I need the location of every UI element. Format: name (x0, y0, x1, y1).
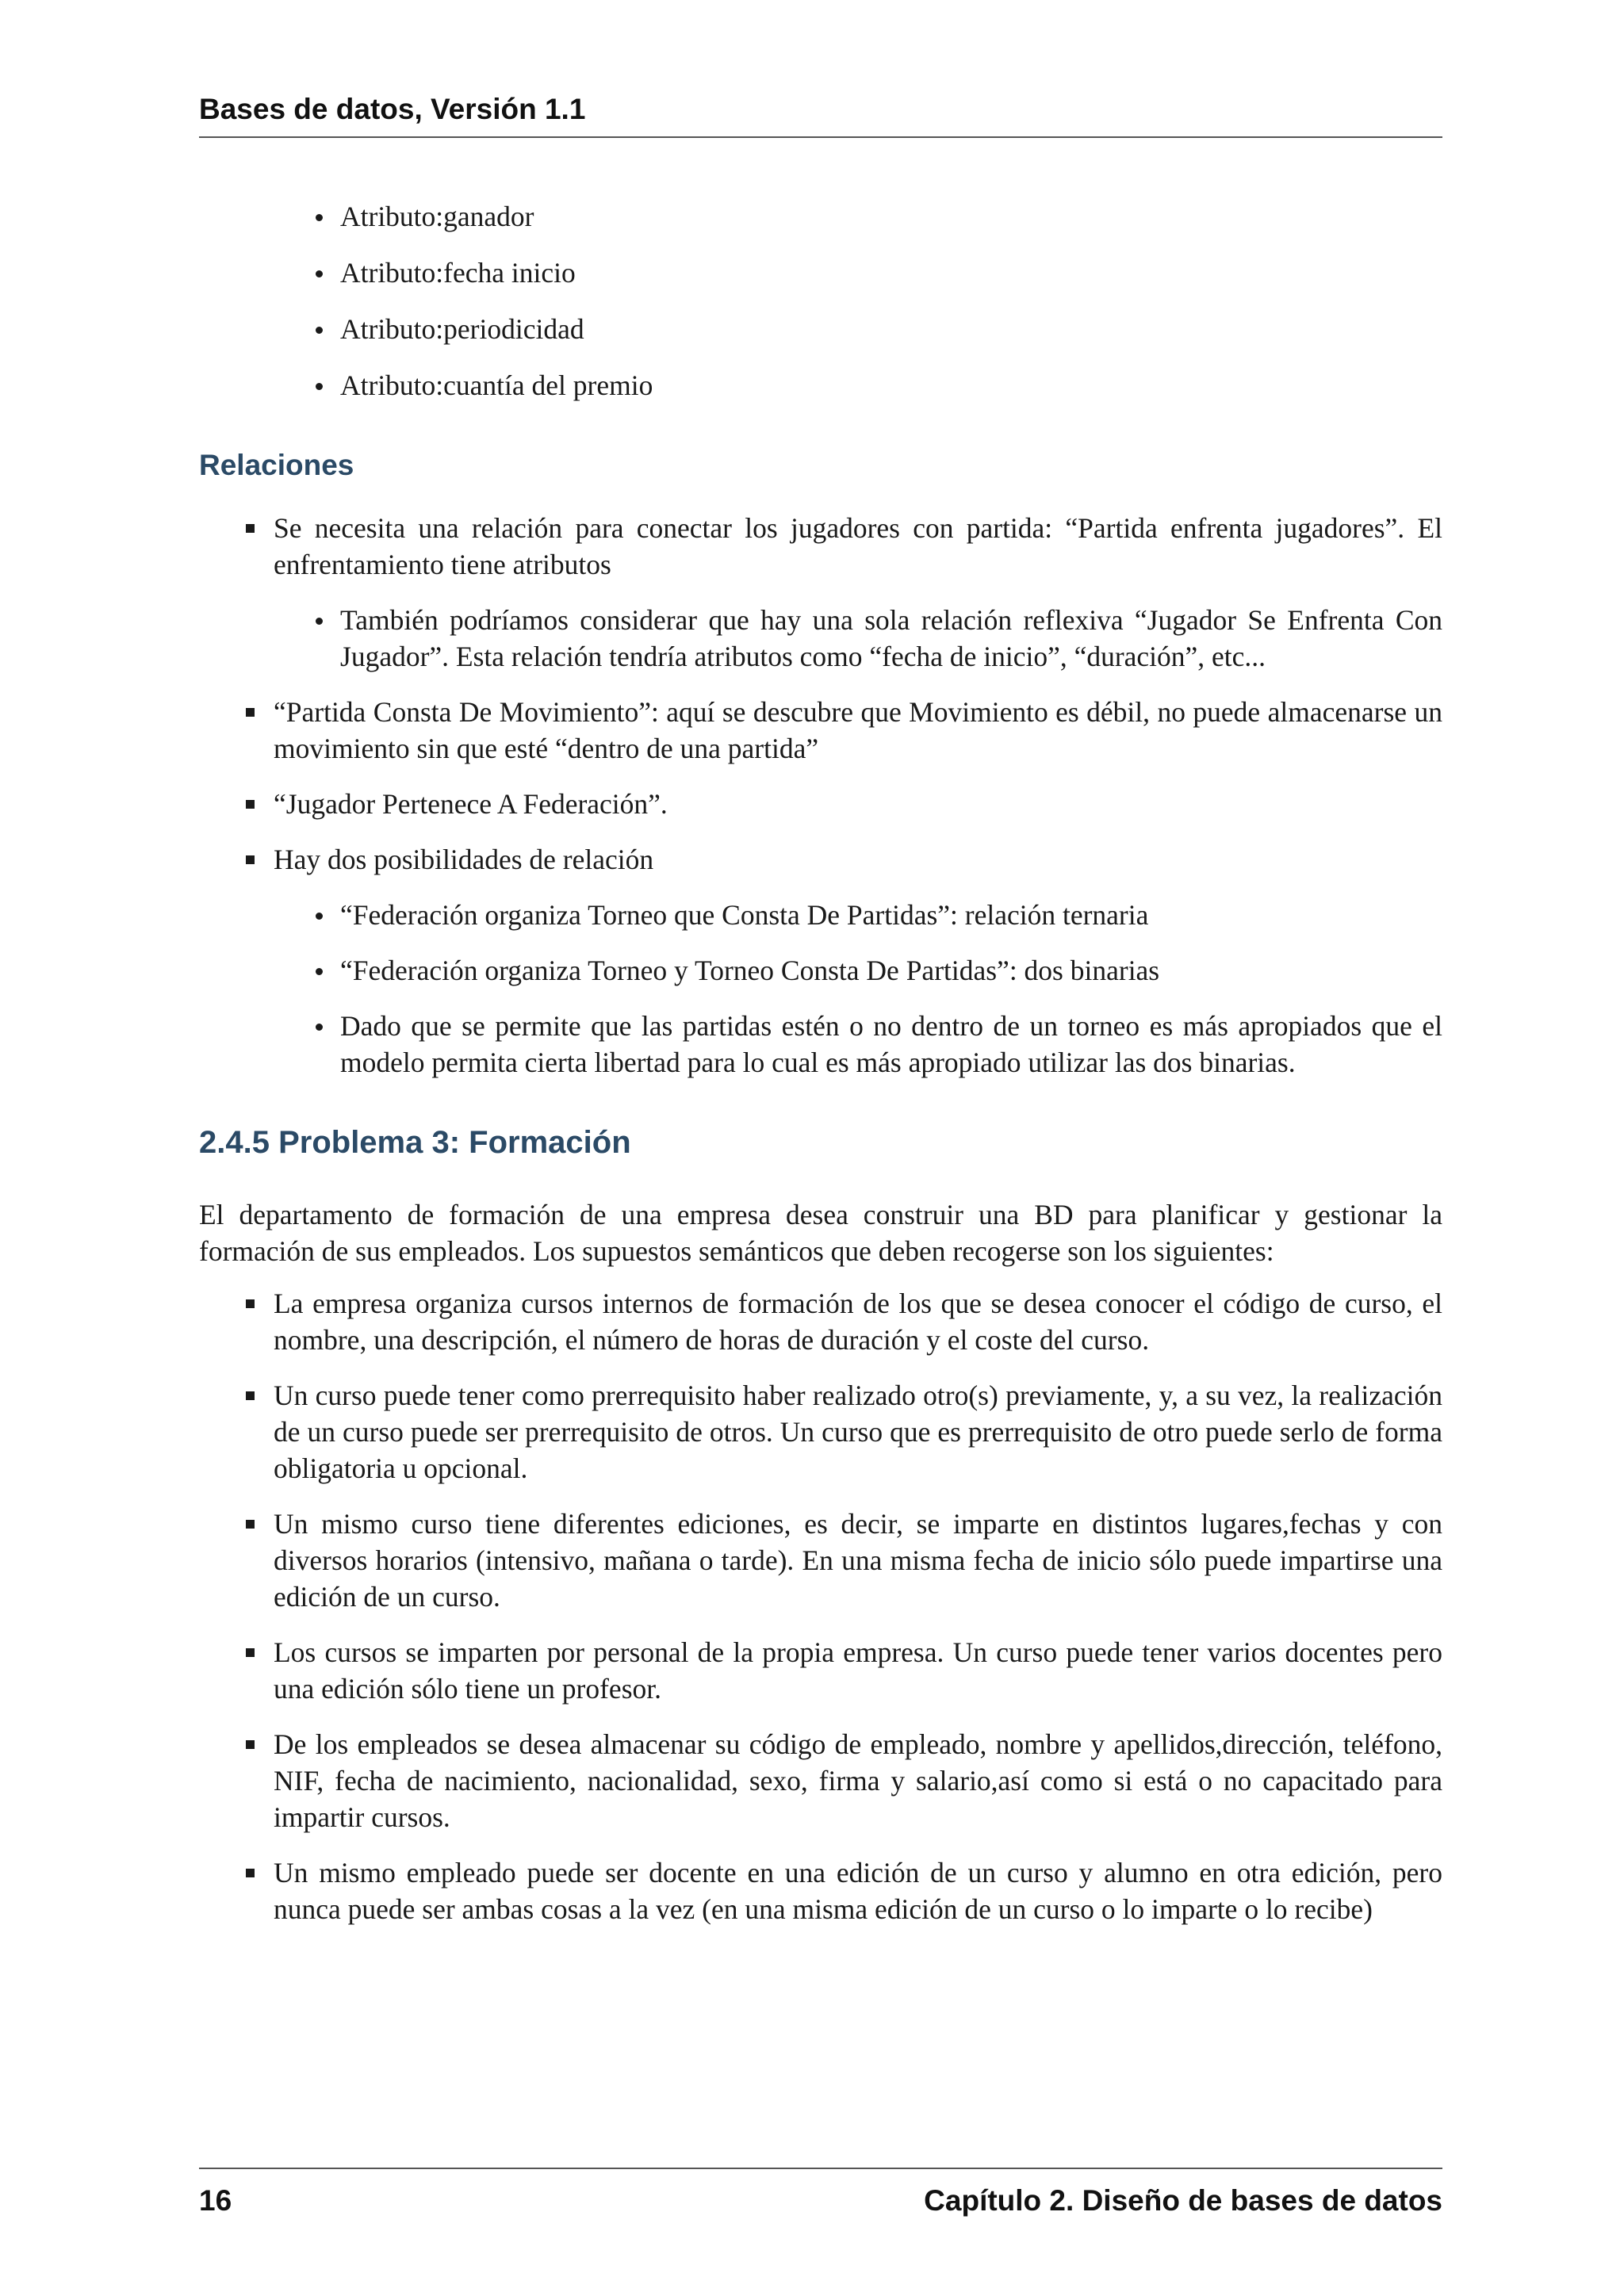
list-item: Un mismo empleado puede ser docente en una edición de un curso y alumno en otra edición, pero nunca puede ser ambas cosas a la vez (en una misma edición de un curso o lo imparte o lo recibe) (246, 1854, 1442, 1927)
list-item-text: “Jugador Pertenece A Federación”. (274, 788, 668, 820)
sub-list (316, 897, 1442, 1081)
list-item: Atributo:cuantía del premio (316, 367, 1442, 404)
chapter-title: Capítulo 2. Diseño de bases de datos (924, 2184, 1442, 2217)
list-item (246, 841, 1442, 1081)
list-item: Atributo:periodicidad (316, 311, 1442, 347)
list-item: De los empleados se desea almacenar su código de empleado, nombre y apellidos,dirección, teléfono, NIF, fecha de nacimiento, nacionalidad, sexo, firma y salario,así como si está o no capacitado para impartir cursos. (246, 1726, 1442, 1835)
list-item (246, 786, 1442, 822)
requirements-list (246, 1285, 1442, 1927)
section-heading: 2.4.5 Problema 3: Formación (199, 1125, 631, 1160)
section-intro: El departamento de formación de una empresa desea construir una BD para planificar y gestionar la formación de sus empleados. Los supuestos semánticos que deben recogerse son los siguientes: (199, 1199, 1442, 1267)
sub-list-item: También podríamos considerar que hay una sola relación reflexiva “Jugador Se Enfrenta Con Jugador”. Esta relación tendría atributos como “fecha de inicio”, “duración”, etc... (316, 602, 1442, 675)
list-item: Atributo:fecha inicio (316, 254, 1442, 291)
page-number: 16 (199, 2184, 232, 2217)
list-item-text: “Partida Consta De Movimiento”: aquí se descubre que Movimiento es débil, no puede almacenarse un movimiento sin que esté “dentro de una partida” (274, 696, 1442, 764)
sub-list-item: “Federación organiza Torneo que Consta De Partidas”: relación ternaria (316, 897, 1442, 933)
relaciones-heading: Relaciones (199, 449, 354, 481)
page-footer (199, 2168, 1442, 2225)
list-item (246, 510, 1442, 675)
list-item: Atributo:ganador (316, 198, 1442, 235)
sub-list-item: “Federación organiza Torneo y Torneo Consta De Partidas”: dos binarias (316, 952, 1442, 989)
sub-list-item: Dado que se permite que las partidas estén o no dentro de un torneo es más apropiados que el modelo permita cierta libertad para lo cual es más apropiado utilizar las dos binarias. (316, 1008, 1442, 1081)
list-item-text: Hay dos posibilidades de relación (274, 844, 654, 875)
list-item-text: Se necesita una relación para conectar los jugadores con partida: “Partida enfrenta jugadores”. El enfrentamiento tiene atributos (274, 512, 1442, 580)
document-title: Bases de datos, Versión 1.1 (199, 93, 586, 125)
list-item: Un mismo curso tiene diferentes ediciones, es decir, se imparte en distintos lugares,fechas y con diversos horarios (intensivo, mañana o tarde). En una misma fecha de inicio sólo puede impartirse una edición de un curso. (246, 1506, 1442, 1615)
list-item (246, 694, 1442, 767)
page-content (199, 198, 1442, 1946)
list-item: Un curso puede tener como prerrequisito haber realizado otro(s) previamente, y, a su vez, la realización de un curso puede ser prerrequisito de otros. Un curso que es prerrequisito de otro puede serlo de forma obligatoria u opcional. (246, 1377, 1442, 1487)
list-item: Los cursos se imparten por personal de la propia empresa. Un curso puede tener varios docentes pero una edición sólo tiene un profesor. (246, 1634, 1442, 1707)
sub-list (316, 602, 1442, 675)
list-item: La empresa organiza cursos internos de formación de los que se desea conocer el código de curso, el nombre, una descripción, el número de horas de duración y el coste del curso. (246, 1285, 1442, 1358)
page-header (199, 92, 1442, 138)
attribute-list (316, 198, 1442, 404)
relaciones-list (246, 510, 1442, 1081)
